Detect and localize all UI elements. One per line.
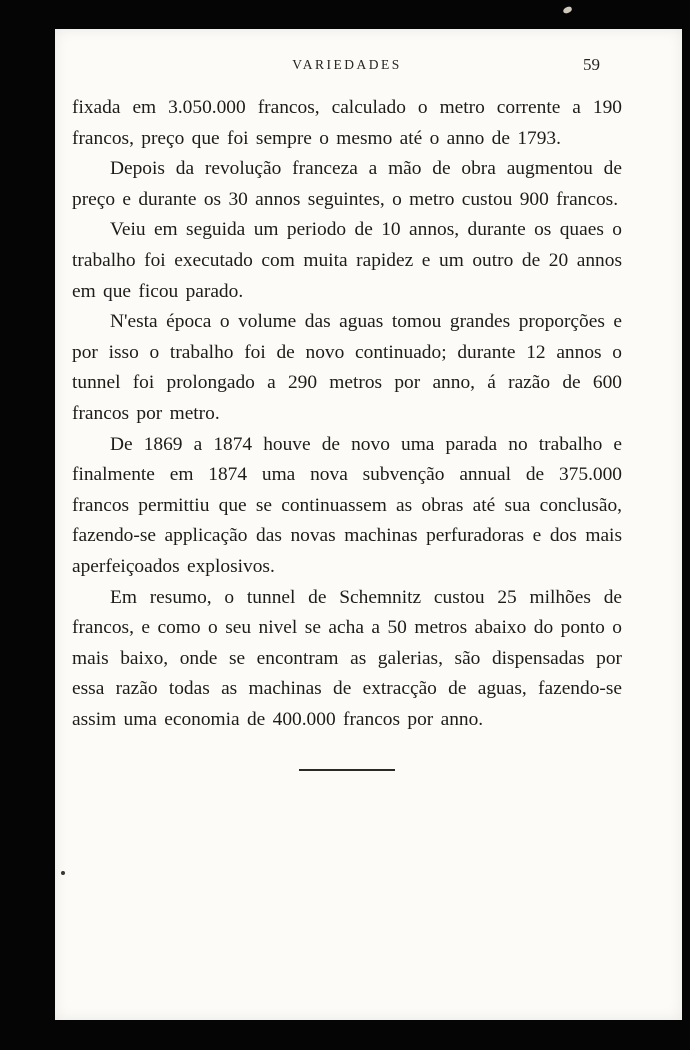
paragraph: Veiu em seguida um periodo de 10 annos, durante os quaes o trabalho foi executado com muita rapidez e um outro de 20 annos em que ficou parado. xyxy=(72,219,622,302)
section-divider-rule xyxy=(299,769,395,771)
page-body xyxy=(72,93,622,735)
scan-artifact xyxy=(562,6,572,14)
running-title: VARIEDADES xyxy=(292,57,402,72)
page-header xyxy=(72,57,622,79)
scan-dot-artifact xyxy=(61,871,65,875)
paragraph: Depois da revolução franceza a mão de obra augmentou de preço e durante os 30 annos seguintes, o metro custou 900 francos. xyxy=(72,158,622,210)
paragraph: fixada em 3.050.000 francos, calculado o metro corrente a 190 francos, preço que foi sempre o mesmo até o anno de 1793. xyxy=(72,97,622,149)
paragraph: N'esta época o volume das aguas tomou grandes proporções e por isso o trabalho foi de novo continuado; durante 12 annos o tunnel foi prolongado a 290 metros por anno, á razão de 600 francos por metro. xyxy=(72,311,622,424)
book-page xyxy=(55,29,682,1020)
page-number: 59 xyxy=(583,55,600,74)
paragraph: De 1869 a 1874 houve de novo uma parada no trabalho e finalmente em 1874 uma nova subvenção annual de 375.000 francos permittiu que se continuassem as obras até sua conclusão, fazendo-se applicação das novas machinas perfuradoras e dos mais aperfeiçoados explosivos. xyxy=(72,433,622,577)
paragraph: Em resumo, o tunnel de Schemnitz custou 25 milhões de francos, e como o seu nivel se acha a 50 metros abaixo do ponto o mais baixo, onde se encontram as galerias, são dispensadas por essa razão todas as machinas de extracção de aguas, fazendo-se assim uma economia de 400.000 francos por anno. xyxy=(72,586,622,730)
